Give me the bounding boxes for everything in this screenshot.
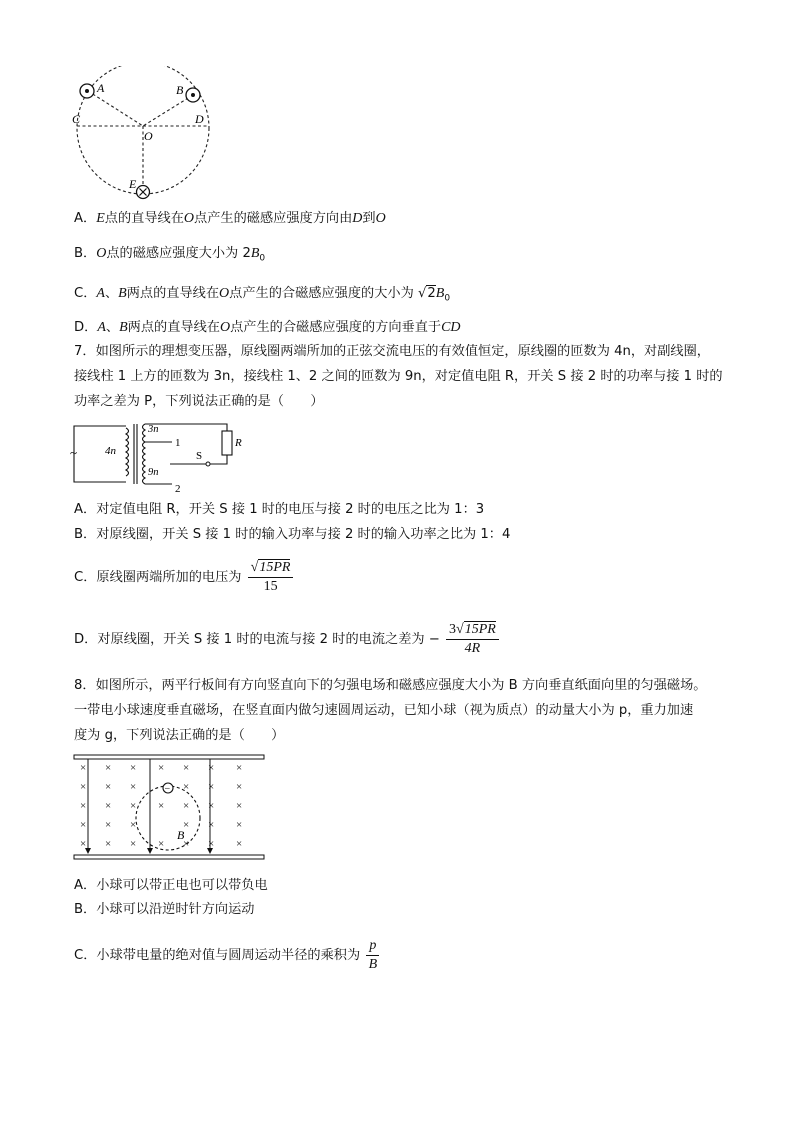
cross-mark: × (158, 838, 165, 850)
label-b: B (176, 83, 184, 97)
plates-field-figure (70, 752, 270, 864)
cross-mark: × (208, 781, 215, 793)
q6-option-b: B．O点的磁感应强度大小为 $2B_0$ (74, 246, 266, 264)
q7-option-d: D．对原线圈，开关 S 接 1 时的电流与接 2 时的电流之差为 − $\frac{3√15PR}{4R}$ (74, 620, 501, 660)
top-plate (74, 755, 264, 759)
q7-option-a: A．对定值电阻 R，开关 S 接 1 时的电压与接 2 时的电压之比为 1：3 (74, 502, 485, 517)
cross-mark: × (183, 800, 190, 812)
q8-option-a: A．小球可以带正电也可以带负电 (74, 878, 268, 893)
ball-charge-label: − (164, 783, 171, 795)
cross-mark: × (236, 800, 243, 812)
cross-mark: × (105, 800, 112, 812)
cross-mark: × (158, 762, 165, 774)
secondary-coil-lower (143, 442, 146, 484)
q7-option-b: B．对原线圈，开关 S 接 1 时的输入功率与接 2 时的输入功率之比为 1：4 (74, 527, 511, 542)
cross-mark: × (183, 819, 190, 831)
cross-mark: × (105, 781, 112, 793)
q8-stem-line-2: 一带电小球速度垂直磁场，在竖直面内做匀速圆周运动，已知小球（视为质点）的动量大小为 p，重力加速 (74, 703, 694, 718)
switch-pivot (206, 462, 210, 466)
cross-mark: × (208, 838, 215, 850)
cross-mark: × (80, 781, 87, 793)
cross-mark: × (80, 762, 87, 774)
circular-path (136, 783, 200, 850)
wire-a-dot-icon (80, 84, 94, 98)
q8-stem-line-3: 度为 g，下列说法正确的是（ ） (74, 728, 285, 743)
line-bo (143, 95, 193, 126)
upper-turns-label: 3n (148, 424, 159, 435)
switch-label: S (196, 450, 203, 462)
resistor-label: R (235, 437, 242, 449)
label-o: O (144, 129, 153, 143)
cross-mark: × (236, 819, 243, 831)
terminal-1-label: 1 (175, 437, 181, 449)
terminal-2-label: 2 (175, 483, 181, 495)
q6-figure (68, 66, 218, 204)
transformer-figure (68, 420, 244, 496)
cross-mark: × (236, 838, 243, 850)
q8-option-c-fraction: $\frac{p}{B}$ (366, 937, 379, 974)
lower-turns-label: 9n (148, 467, 159, 478)
cross-mark: × (105, 762, 112, 774)
cross-mark: × (105, 819, 112, 831)
cross-mark: × (183, 781, 190, 793)
q7-stem-line-3: 功率之差为 P，下列说法正确的是（ ） (74, 394, 324, 409)
resistor-r (222, 431, 232, 455)
cross-mark: × (158, 800, 165, 812)
cross-mark: × (208, 800, 215, 812)
q8-option-b: B．小球可以沿逆时针方向运动 (74, 902, 255, 917)
cross-mark: × (236, 762, 243, 774)
cross-mark: × (105, 838, 112, 850)
cross-mark: × (80, 819, 87, 831)
label-c: C (72, 112, 81, 126)
q7-stem-line-2: 接线柱 1 上方的匝数为 3n，接线柱 1、2 之间的匝数为 9n，对定值电阻 R，开关 S 接 2 时的功率与接 1 时的 (74, 369, 723, 384)
line-ao (88, 91, 143, 126)
wire-b-dot-icon (186, 88, 200, 102)
primary-coil (126, 428, 129, 476)
q6-option-d: D．A、B两点的直导线在O点产生的合磁感应强度的方向垂直于CD (74, 320, 461, 335)
cross-mark: × (130, 819, 137, 831)
q8-stem-line-1: 8．如图所示，两平行板间有方向竖直向下的匀强电场和磁感应强度大小为 B 方向垂直纸面向里的匀强磁场。 (74, 678, 707, 693)
cross-mark: × (208, 819, 215, 831)
cross-mark: × (130, 762, 137, 774)
q7-option-c: C．原线圈两端所加的电压为 $\frac{√15PR}{15}$ (74, 558, 295, 598)
primary-circuit (74, 426, 126, 482)
q7-option-c-fraction: $\frac{√15PR}{15}$ (248, 559, 294, 596)
q7-stem-line-1: 7．如图所示的理想变压器，原线圈两端所加的正弦交流电压的有效值恒定，原线圈的匝数为 4n，对副线圈， (74, 344, 710, 359)
wire-r-to-switch (210, 455, 227, 464)
cross-mark: × (130, 781, 137, 793)
q6-option-a: A．E点的直导线在O点产生的磁感应强度方向由D到O (74, 211, 386, 226)
label-a: A (97, 81, 105, 95)
cross-mark: × (208, 762, 215, 774)
cross-mark: × (130, 838, 137, 850)
cross-mark: × (183, 762, 190, 774)
wire-e-cross-icon (137, 186, 150, 199)
bottom-plate (74, 855, 264, 859)
q8-option-c: C．小球带电量的绝对值与圆周运动半径的乘积为 $\frac{p}{B}$ (74, 936, 381, 976)
magnetic-field-crosses (80, 762, 242, 850)
cross-mark: × (236, 781, 243, 793)
q7-option-d-fraction: $\frac{3√15PR}{4R}$ (446, 621, 499, 658)
secondary-coil-upper (143, 424, 146, 442)
ac-source-icon: ~ (70, 445, 78, 460)
field-b-label: B (177, 828, 185, 842)
label-e: E (129, 177, 137, 191)
cross-mark: × (183, 838, 190, 850)
primary-turns-label: 4n (105, 445, 116, 457)
cross-mark: × (130, 800, 137, 812)
cross-mark: × (80, 800, 87, 812)
cross-mark: × (80, 838, 87, 850)
label-d: D (195, 112, 204, 126)
q6-option-c: C．A、B两点的直导线在O点产生的合磁感应强度的大小为 $√2B_0$ (74, 286, 451, 304)
